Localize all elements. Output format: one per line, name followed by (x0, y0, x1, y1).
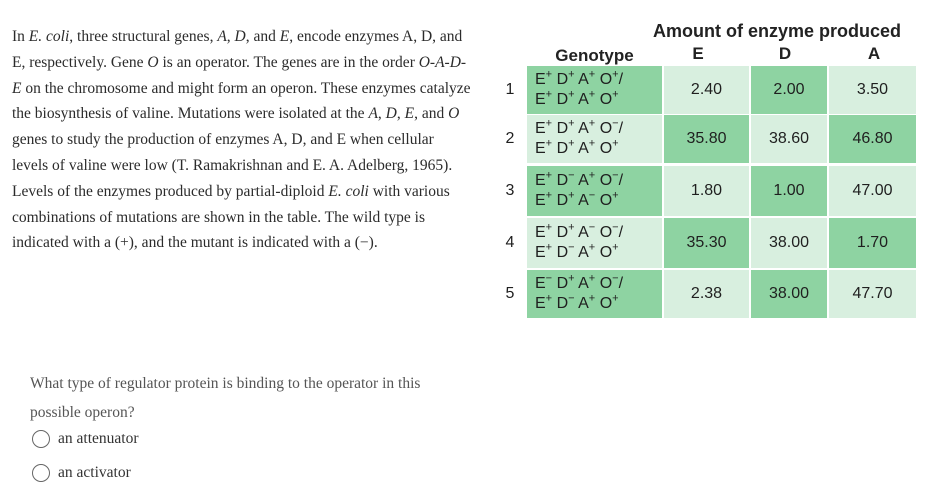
allele-sign: + (588, 169, 596, 182)
allele-sign: + (545, 292, 553, 305)
genotype-cell (527, 270, 662, 318)
allele-sign: − (568, 292, 575, 305)
row-number: 3 (505, 182, 515, 199)
gene-letter: O (599, 172, 613, 189)
enzyme-a-value: 47.70 (829, 270, 916, 318)
allele-sign: + (568, 272, 575, 285)
allele-sign: + (568, 221, 575, 234)
genotype-line (535, 139, 619, 159)
allele-sign: + (568, 117, 575, 130)
option-label: an attenuator (58, 430, 139, 447)
allele-sign: − (568, 169, 575, 182)
gene-letter: D (556, 91, 569, 108)
gene-letter: D (556, 275, 569, 292)
allele-sign: + (545, 117, 553, 130)
allele-sign: + (588, 241, 596, 254)
enzyme-e-value: 1.80 (664, 166, 749, 216)
gene-letter: O (599, 244, 613, 261)
gene-letter: D (556, 140, 569, 157)
allele-sign: + (545, 169, 553, 182)
gene-letter: A (578, 275, 589, 292)
allele-sign: − (612, 169, 619, 182)
allele-sign: + (588, 68, 596, 81)
gene-letter: A (578, 172, 589, 189)
genotype-cell (527, 166, 662, 216)
allele-sign: − (612, 272, 619, 285)
gene-letter: A (578, 71, 589, 88)
genotype-line (535, 90, 619, 110)
allele-sign: + (545, 137, 553, 150)
genotype-line (535, 70, 623, 90)
enzyme-d-value: 38.00 (751, 270, 827, 318)
col-header-d: D (778, 44, 792, 63)
genotype-cell (527, 115, 662, 163)
slash-separator: / (618, 224, 624, 241)
gene-letter: A (578, 295, 589, 312)
gene-letter: D (556, 71, 569, 88)
allele-sign: − (568, 241, 575, 254)
allele-sign: + (612, 137, 619, 150)
option-attenuator[interactable] (32, 428, 138, 450)
gene-letter: A (578, 91, 589, 108)
genotype-line (535, 223, 623, 243)
gene-letter: A (578, 224, 589, 241)
gene-letter: E (535, 140, 546, 157)
allele-sign: + (588, 272, 596, 285)
gene-letter: E (535, 91, 546, 108)
gene-letter: A (578, 140, 589, 157)
allele-sign: + (568, 88, 575, 101)
allele-sign: − (545, 272, 553, 285)
gene-letter: D (556, 295, 569, 312)
radio-activator[interactable] (32, 464, 50, 482)
question-text: What type of regulator protein is binding to the operator in this possible operon? (30, 375, 421, 421)
enzyme-a-value: 47.00 (829, 166, 916, 216)
gene-letter: E (535, 120, 546, 137)
gene-letter: E (535, 172, 546, 189)
row-number: 2 (505, 130, 515, 147)
genotype-line (535, 119, 623, 139)
allele-sign: + (612, 88, 619, 101)
allele-sign: + (612, 68, 619, 81)
gene-letter: O (599, 192, 613, 209)
slash-separator: / (618, 275, 624, 292)
enzyme-e-value: 2.38 (664, 270, 749, 318)
genotype-cell (527, 66, 662, 114)
enzyme-e-value: 2.40 (664, 66, 749, 114)
enzyme-d-value: 38.60 (751, 115, 827, 163)
gene-letter: E (535, 224, 546, 241)
allele-sign: + (588, 137, 596, 150)
gene-letter: O (599, 275, 613, 292)
passage-text: In E. coli, three structural genes, A, D, and E, encode enzymes A, D, and E, respectively. Gene O is an operator. The genes are in the order O-A-D-E on the chromosome and might form an operon. These enzymes catalyze the biosynthesis of valine. Mutations were isolated at the A, D, E, and O genes to study the production of enzymes A, D, and E when cellular levels of valine were low (T. Ramakrishnan and E. A. Adelberg, 1965). Levels of the enzymes produced by partial-diploid E. coli with various combinations of mutations are shown in the table. The wild type is indicated with a (+), and the mutant is indicated with a (−). (12, 28, 471, 252)
enzyme-d-value: 2.00 (751, 66, 827, 114)
gene-letter: O (599, 224, 613, 241)
gene-letter: E (535, 275, 546, 292)
genotype-line (535, 191, 619, 211)
allele-sign: + (545, 241, 553, 254)
enzyme-d-value: 1.00 (751, 166, 827, 216)
row-number: 4 (505, 234, 515, 251)
allele-sign: + (568, 189, 575, 202)
genotype-header: Genotype (555, 46, 634, 65)
allele-sign: + (545, 88, 553, 101)
genotype-line (535, 171, 623, 191)
table-title: Amount of enzyme produced (653, 21, 902, 41)
col-header-a: A (867, 44, 881, 63)
allele-sign: + (545, 189, 553, 202)
allele-sign: − (612, 117, 619, 130)
enzyme-a-value: 1.70 (829, 218, 916, 268)
enzyme-table-figure (495, 0, 935, 330)
col-header-e: E (692, 44, 704, 63)
genotype-line (535, 243, 619, 263)
gene-letter: E (535, 295, 546, 312)
gene-letter: O (599, 120, 613, 137)
gene-letter: A (578, 120, 589, 137)
enzyme-d-value: 38.00 (751, 218, 827, 268)
gene-letter: O (599, 91, 613, 108)
gene-letter: A (578, 244, 589, 261)
allele-sign: + (568, 68, 575, 81)
gene-letter: D (556, 120, 569, 137)
genotype-line (535, 294, 619, 314)
gene-letter: D (556, 244, 569, 261)
gene-letter: O (599, 140, 613, 157)
allele-sign: + (588, 117, 596, 130)
allele-sign: − (588, 221, 596, 234)
radio-attenuator[interactable] (32, 430, 50, 448)
row-number: 1 (505, 81, 515, 98)
gene-letter: O (599, 295, 613, 312)
slash-separator: / (618, 172, 624, 189)
allele-sign: + (545, 68, 553, 81)
gene-letter: E (535, 244, 546, 261)
option-activator[interactable] (32, 462, 131, 484)
allele-sign: − (612, 221, 619, 234)
gene-letter: O (599, 71, 613, 88)
enzyme-a-value: 46.80 (829, 115, 916, 163)
allele-sign: + (612, 241, 619, 254)
genotype-cell (527, 218, 662, 268)
allele-sign: + (612, 292, 619, 305)
enzyme-e-value: 35.30 (664, 218, 749, 268)
allele-sign: + (612, 189, 619, 202)
allele-sign: + (545, 221, 553, 234)
gene-letter: A (578, 192, 589, 209)
slash-separator: / (618, 71, 624, 88)
gene-letter: D (556, 172, 569, 189)
option-label: an activator (58, 464, 131, 481)
gene-letter: D (556, 192, 569, 209)
gene-letter: E (535, 71, 546, 88)
enzyme-e-value: 35.80 (664, 115, 749, 163)
allele-sign: + (588, 88, 596, 101)
allele-sign: + (588, 292, 596, 305)
row-number: 5 (505, 285, 515, 302)
gene-letter: E (535, 192, 546, 209)
genotype-line (535, 274, 623, 294)
slash-separator: / (618, 120, 624, 137)
gene-letter: D (556, 224, 569, 241)
enzyme-a-value: 3.50 (829, 66, 916, 114)
allele-sign: + (568, 137, 575, 150)
allele-sign: − (588, 189, 596, 202)
